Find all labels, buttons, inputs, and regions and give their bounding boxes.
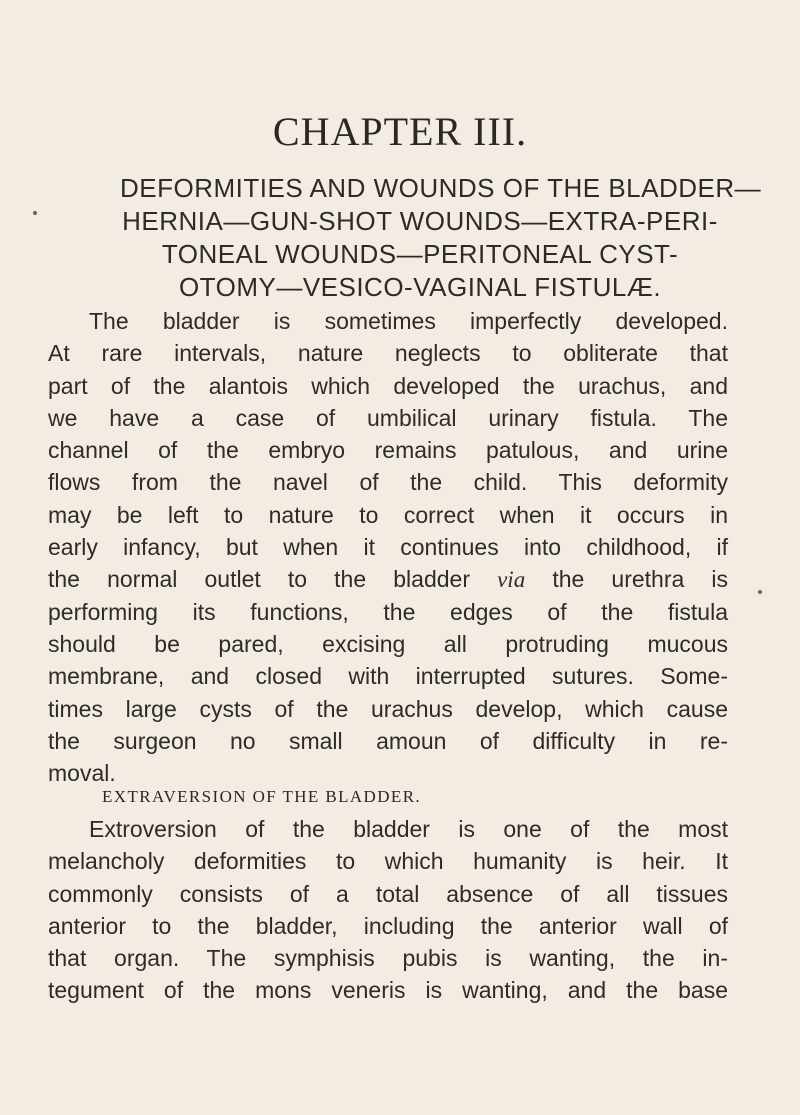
italic-word: via [497,567,526,593]
text-line: that organ. The symphisis pubis is wanting, the in- [48,945,728,972]
text-line: performing its functions, the edges of the fistula [48,598,728,625]
paragraph-deformities [48,305,728,789]
text-line: part of the alantois which developed the urachus, and [48,372,728,399]
margin-speck [758,590,762,594]
text-line: should be pared, excising all protruding mucous [48,630,728,657]
subtitle-line: DEFORMITIES AND WOUNDS OF THE BLADDER— [120,173,762,203]
text-line: Extroversion of the bladder is one of the most [89,816,728,842]
text-line: membrane, and closed with interrupted sutures. Some- [48,663,728,690]
text-line [48,563,728,595]
text-line: The bladder is sometimes imperfectly developed. [89,308,728,334]
text-line: may be left to nature to correct when it occurs in [48,501,728,528]
chapter-title: CHAPTER III. [272,109,528,154]
text-line: tegument of the mons veneris is wanting, and the base [48,977,728,1004]
text-line: anterior to the bladder, including the anterior wall of [48,912,728,939]
text-line: we have a case of umbilical urinary fistula. The [48,404,728,431]
text-segment: the normal outlet to the bladder [48,566,498,593]
text-line: channel of the embryo remains patulous, and urine [48,437,728,464]
margin-speck [33,211,37,215]
text-line: times large cysts of the urachus develop, which cause [48,695,728,722]
text-line: the surgeon no small amoun of difficulty in re- [48,727,728,754]
subtitle-line: OTOMY—VESICO-VAGINAL FISTULÆ. [178,272,662,302]
text-line: early infancy, but when it continues into childhood, if [48,534,728,561]
subtitle-line: TONEAL WOUNDS—PERITONEAL CYST- [161,239,679,269]
text-line: flows from the navel of the child. This deformity [48,469,728,496]
subtitle-line: HERNIA—GUN-SHOT WOUNDS—EXTRA-PERI- [122,206,718,236]
chapter-subtitle [120,172,762,304]
text-segment: the urethra is [525,566,728,593]
text-line: At rare intervals, nature neglects to obliterate that [48,340,728,367]
section-heading: EXTRAVERSION OF THE BLADDER. [102,787,422,806]
paragraph-extroversion [48,813,728,1007]
text-line: melancholy deformities to which humanity is heir. It [48,848,728,875]
text-line: moval. [48,760,116,787]
text-line: commonly consists of a total absence of all tissues [48,880,728,907]
